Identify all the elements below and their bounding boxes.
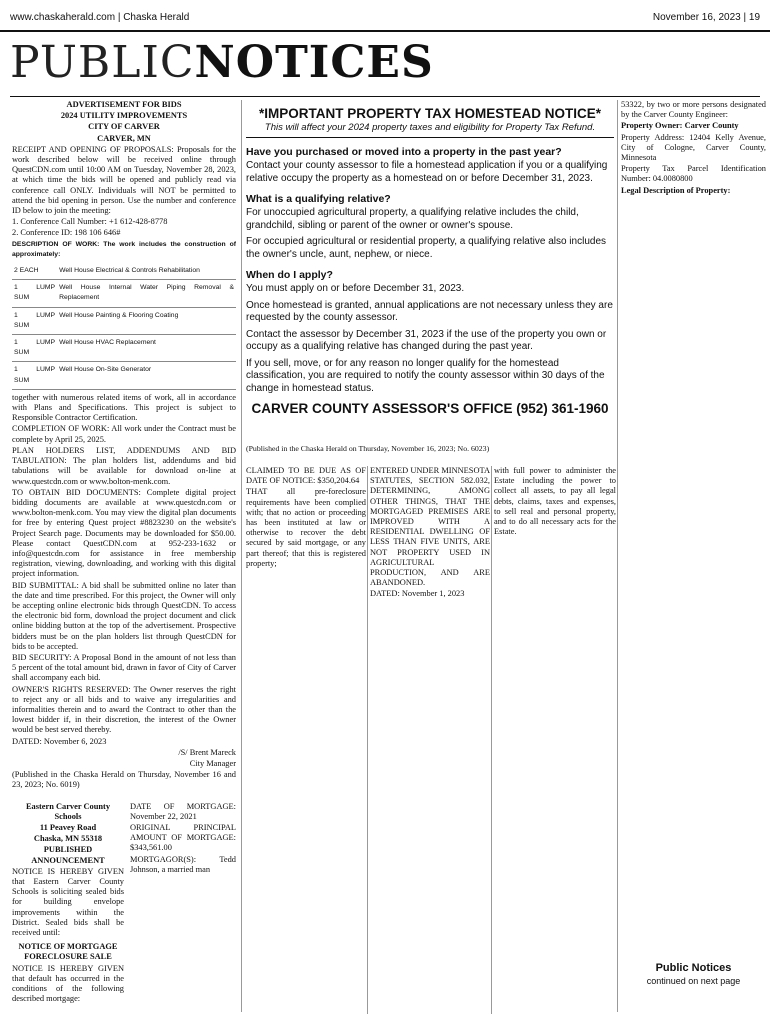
schools-notice (12, 802, 124, 1006)
mortgage-p3: MORTGAGOR(S): Tedd Johnson, a married man (130, 854, 236, 874)
bid-p6: BID SUBMITTAL: A bid shall be submitted online no later than the date and time prescribed. For this project, the Owner will only be accepting online electronic bids through QuestCDN. To access the electronic bid form, download the project document and click online bidding button at the top of the advertisement. Prospective bidders must be on the plan holders list through QuestCDN for bids to be accepted. (12, 580, 236, 651)
bid-qty: 1 LUMP SUM (12, 280, 57, 307)
bid-title-4: CARVER, MN (97, 133, 151, 143)
estate-text: with full power to administer the Estate including the power to collect all assets, to pay all legal debts, claims, taxes and expenses, to sell real and personal property, and to do all necessary acts for the Estate. (494, 466, 616, 537)
bid-item: Well House Painting & Flooring Coating (57, 307, 236, 334)
tax-a3d: If you sell, move, or for any reason no longer qualify for the homestead classification, you are required to notify the county assessor within 30 days of the change in homestead status. (246, 357, 605, 394)
page-header (0, 0, 770, 34)
column-divider (367, 466, 368, 1014)
bid-items-table (12, 263, 236, 390)
bid-p3: COMPLETION OF WORK: All work under the Contract must be complete by April 25, 2025. (12, 424, 236, 444)
tax-a3c: Contact the assessor by December 31, 2023 if the use of the property you own or occupy as a qualifying relative has changed during the past year. (246, 328, 607, 352)
continued-box (621, 940, 766, 1014)
continued-title: Public Notices (655, 962, 732, 974)
bid-title-3: CITY OF CARVER (88, 122, 160, 132)
statute-dated: DATED: November 1, 2023 (370, 589, 465, 599)
column-4 (494, 466, 616, 1014)
foreclosure-title: NOTICE OF MORTGAGE FORECLOSURE SALE (18, 942, 118, 962)
foreclosure-text: THAT all pre-foreclosure requirements have been complied with; that no action or proceeding has been instituted at law or otherwise to recover the debt secured by said mortgage, or any part thereof; that this is registered property; (246, 487, 366, 568)
site-url[interactable]: www.chaskaherald.com | Chaska Herald (10, 12, 190, 23)
column-3 (370, 466, 490, 1014)
tax-q2: What is a qualifying relative? (246, 193, 391, 205)
tax-q1: Have you purchased or moved into a property in the past year? (246, 146, 562, 158)
bid-p5: TO OBTAIN BID DOCUMENTS: Complete digital project bidding documents are available at www.questcdn.com or www.bolton-menk.com. You may view the digital plan documents for free by entering Quest project #8823230 on the website's Project Search page. Documents may be downloaded for $50.00. Please contact QuestCDN.com at 952-233-1632 or info@questcdn.com for assistance in free membership registration, viewing, downloading, and working with this digital project information. (12, 487, 236, 579)
statute-text: ENTERED UNDER MINNESOTA STATUTES, SECTION 582.032, DETERMINING, AMONG OTHER THINGS, THAT THE MORTGAGED PREMISES ARE IMPROVED WITH A RESIDENTIAL DWELLING OF LESS THAN FIVE UNITS, ARE NOT PROPERTY USED IN AGRICULTURAL PRODUCTION, AND ARE ABANDONED. (370, 466, 490, 588)
bid-qty: 2 EACH (12, 263, 57, 280)
table-row (12, 362, 236, 389)
tax-a2a: For unoccupied agricultural property, a qualifying relative includes the child, grandchild, sibling or parent of the owner or owner's spouse. (246, 207, 579, 231)
bid-item: Well House On-Site Generator (57, 362, 236, 389)
foreclosure-p1: NOTICE IS HEREBY GIVEN that default has occurred in the conditions of the following described mortgage: (12, 963, 124, 1004)
sale-p1: 53322, by two or more persons designated by the Carver County Engineer: (621, 100, 766, 120)
schools-title-2: 11 Peavey Road (39, 823, 97, 832)
bid-p4: PLAN HOLDERS LIST, ADDENDUMS AND BID TABULATION: The plan holders list, addendums and bid tabulations will be available for download on-line at www.questcdn.com or www.bolton-menk.com. (12, 445, 236, 486)
bid-p7: BID SECURITY: A Proposal Bond in the amount of not less than 5 percent of the total amount bid, drawn in favor of City of Carver shall accompany each bid. (12, 652, 236, 683)
bid-desc: DESCRIPTION OF WORK: The work includes the construction of approximately: (12, 240, 236, 258)
bid-qty: 1 LUMP SUM (12, 335, 57, 362)
bid-item: Well House Internal Water Piping Removal & Replacement (57, 280, 236, 307)
table-row (12, 307, 236, 334)
schools-p1: NOTICE IS HEREBY GIVEN that Eastern Carver County Schools is soliciting sealed bids for building envelope improvements within the District. Sealed bids shall be received until: (12, 866, 124, 938)
tax-rule (246, 137, 614, 138)
claim-amount: CLAIMED TO BE DUE AS OF DATE OF NOTICE: $350,204.64 (246, 466, 366, 486)
bid-p8: OWNER'S RIGHTS RESERVED: The Owner reserves the right to reject any or all bids and to waive any irregularities and informalities therein and to award the Contract to other than the lowest bidder if, in their discretion, the interest of the Owner would be best served thereby. (12, 684, 236, 735)
bid-item: Well House Electrical & Controls Rehabilitation (57, 263, 236, 280)
mortgage-details (130, 802, 236, 876)
tax-pub-line: (Published in the Chaska Herald on Thursday, November 16, 2023; No. 6023) (246, 444, 490, 453)
table-row (12, 335, 236, 362)
column-2 (246, 466, 366, 1014)
table-row (12, 263, 236, 280)
bid-qty: 1 LUMP SUM (12, 307, 57, 334)
bid-sig1: /S/ Brent Mareck (178, 747, 236, 757)
bid-dated: DATED: November 6, 2023 (12, 736, 107, 746)
homestead-notice-box (246, 100, 614, 442)
sale-address: Property Address: 12404 Kelly Avenue, City of Cologne, Carver County, Minnesota (621, 132, 766, 163)
mortgage-p1: DATE OF MORTGAGE: November 22, 2021 (130, 801, 236, 821)
column-5 (621, 100, 766, 930)
tax-a1: Contact your county assessor to file a homestead application if you or a qualifying relative occupy the property as a homestead on or before December 31, 2023. (246, 160, 608, 184)
tax-a3a: You must apply on or before December 31, 2023. (246, 283, 465, 294)
masthead-rule (10, 96, 760, 97)
column-divider (491, 466, 492, 1014)
schools-title-1: Eastern Carver County Schools (25, 801, 111, 821)
column-divider (617, 100, 618, 1012)
bid-item: Well House HVAC Replacement (57, 335, 236, 362)
assessor-office-phone: CARVER COUNTY ASSESSOR'S OFFICE (952) 361-1960 (251, 401, 609, 416)
header-rule (0, 30, 770, 32)
bid-p2: together with numerous related items of work, all in accordance with Plans and Specifications. This project is subject to Responsible Contractor Certification. (12, 392, 236, 423)
bid-p1: RECEIPT AND OPENING OF PROPOSALS: Proposals for the work described below will be received online through QuestCDN.com until 10:00 AM on Tuesday, November 28, 2023, at which time the bids will be opened and publicly read via conference call ONLY. Individuals will NOT be permitted to attend the bid opening in person. Use the number and conference ID below to join the meeting: (12, 144, 236, 216)
column-1 (12, 100, 236, 1012)
column-divider (241, 100, 242, 1012)
sale-legal: Legal Description of Property: (621, 185, 731, 195)
section-masthead (10, 36, 434, 90)
sale-pid: Property Tax Parcel Identification Number: 04.0080800 (621, 164, 766, 184)
table-row (12, 280, 236, 307)
mortgage-p2: ORIGINAL PRINCIPAL AMOUNT OF MORTGAGE: $343,561.00 (130, 823, 236, 853)
page-date-number: November 16, 2023 | 19 (652, 12, 760, 23)
tax-title: *IMPORTANT PROPERTY TAX HOMESTEAD NOTICE* (258, 106, 602, 121)
tax-a2b: For occupied agricultural or residential property, a qualifying relative also includes the owner's uncle, aunt, nephew, or niece. (246, 236, 606, 260)
tax-subtitle: This will affect your 2024 property taxes and eligibility for Property Tax Refund. (264, 122, 596, 133)
masthead-notices: NOTICES (194, 37, 434, 88)
schools-title-3: Chaska, MN 55318 (33, 834, 103, 844)
sale-owner: Property Owner: Carver County (621, 121, 739, 131)
tax-q3: When do I apply? (246, 269, 333, 281)
bid-pub: (Published in the Chaska Herald on Thursday, November 16 and 23, 2023; No. 6019) (12, 770, 236, 790)
bid-sig2: City Manager (189, 758, 236, 768)
bid-conf1: 1. Conference Call Number: +1 612-428-8778 (12, 217, 168, 227)
masthead-public: PUBLIC (10, 37, 195, 88)
bid-title-1: ADVERTISEMENT FOR BIDS (66, 100, 182, 109)
continued-sub: continued on next page (646, 976, 741, 986)
schools-title-4: PUBLISHED ANNOUNCEMENT (31, 845, 105, 865)
bid-conf2: 2. Conference ID: 198 106 646# (12, 228, 121, 238)
bid-qty: 1 LUMP SUM (12, 362, 57, 389)
bid-title-2: 2024 UTILITY IMPROVEMENTS (60, 111, 188, 121)
tax-a3b: Once homestead is granted, annual applications are not necessary unless they are requested by the county assessor. (246, 299, 613, 323)
